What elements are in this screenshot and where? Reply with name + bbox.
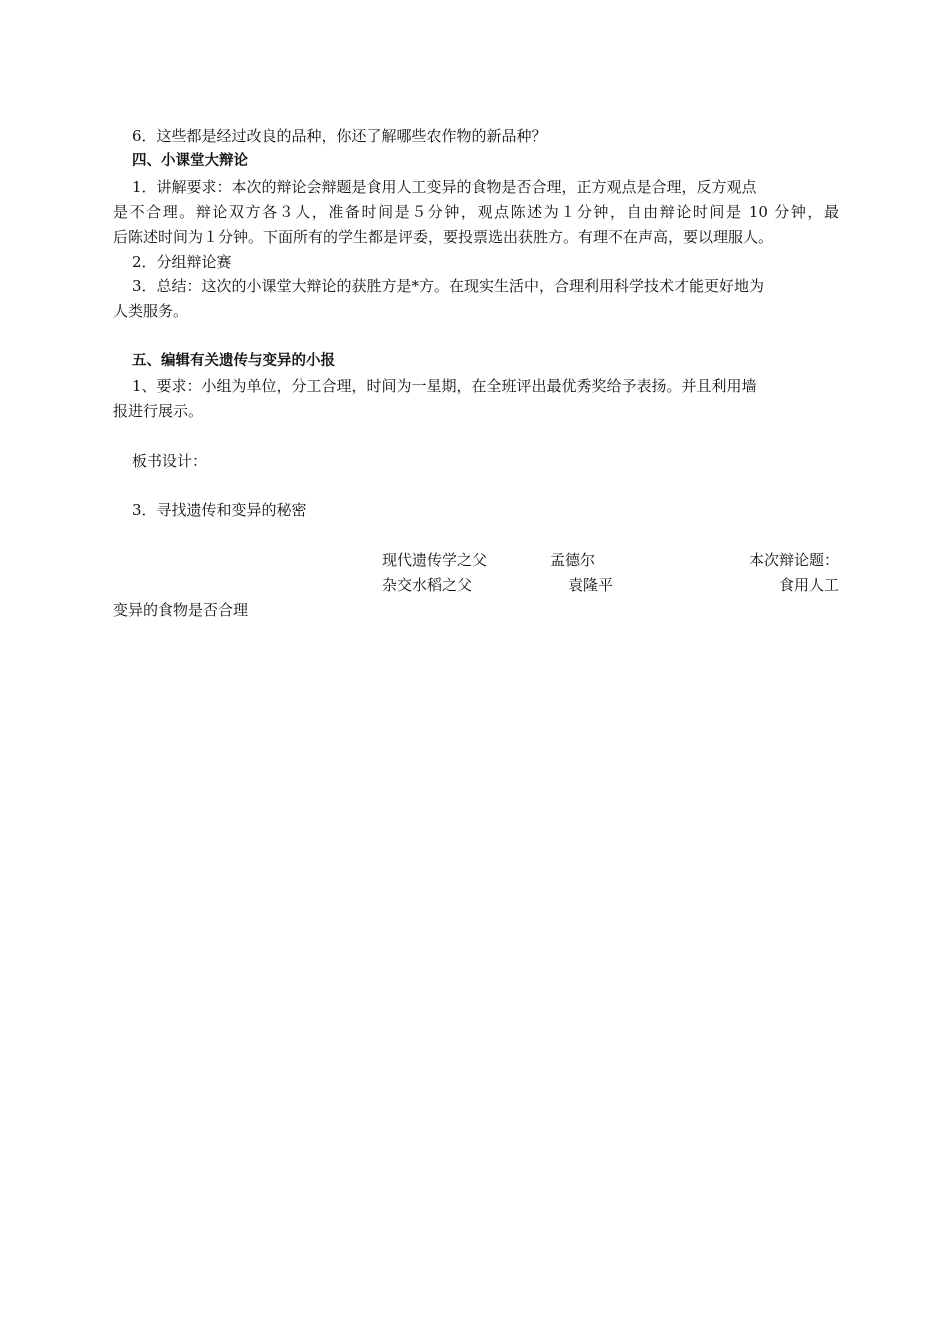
board-design-heading: 3．寻找遗传和变异的秘密 <box>132 501 307 519</box>
section-4-paragraph-1-line-2: 是不合理。辩论双方各３人，准备时间是５分钟，观点陈述为１分钟，自由辩论时间是 10 分钟，最 <box>113 203 839 221</box>
section-4-title: 四、小课堂大辩论 <box>132 153 248 169</box>
board-row-2-right: 食用人工 <box>778 576 839 594</box>
board-row-1-name: 孟德尔 <box>550 551 596 569</box>
section-4-paragraph-3-line-2: 人类服务。 <box>113 302 189 320</box>
item-6: 6．这些都是经过改良的品种，你还了解哪些农作物的新品种？ <box>132 127 547 145</box>
section-4-paragraph-2: 2．分组辩论赛 <box>132 253 232 271</box>
board-design-title: 板书设计： <box>132 452 208 470</box>
board-row-3: 变异的食物是否合理 <box>113 601 249 619</box>
section-4-paragraph-1-line-1: 1．讲解要求：本次的辩论会辩题是食用人工变异的食物是否合理，正方观点是合理，反方观点 <box>132 178 757 196</box>
section-5-paragraph-1-line-2: 报进行展示。 <box>113 402 204 420</box>
section-4-paragraph-1-line-3: 后陈述时间为１分钟。下面所有的学生都是评委，要投票选出获胜方。有理不在声高，要以理服人。 <box>113 228 774 246</box>
section-5-paragraph-1-line-1: 1、要求：小组为单位，分工合理，时间为一星期，在全班评出最优秀奖给予表扬。并且利用墙 <box>132 377 757 395</box>
section-5-title: 五、编辑有关遗传与变异的小报 <box>132 353 335 369</box>
board-row-2-label: 杂交水稻之父 <box>382 576 473 594</box>
board-row-2-name: 袁隆平 <box>568 576 614 594</box>
board-row-1-label: 现代遗传学之父 <box>382 551 488 569</box>
board-row-1-right: 本次辩论题： <box>748 551 839 569</box>
section-4-paragraph-3-line-1: 3．总结：这次的小课堂大辩论的获胜方是*方。在现实生活中，合理利用科学技术才能更好地为 <box>132 277 765 295</box>
